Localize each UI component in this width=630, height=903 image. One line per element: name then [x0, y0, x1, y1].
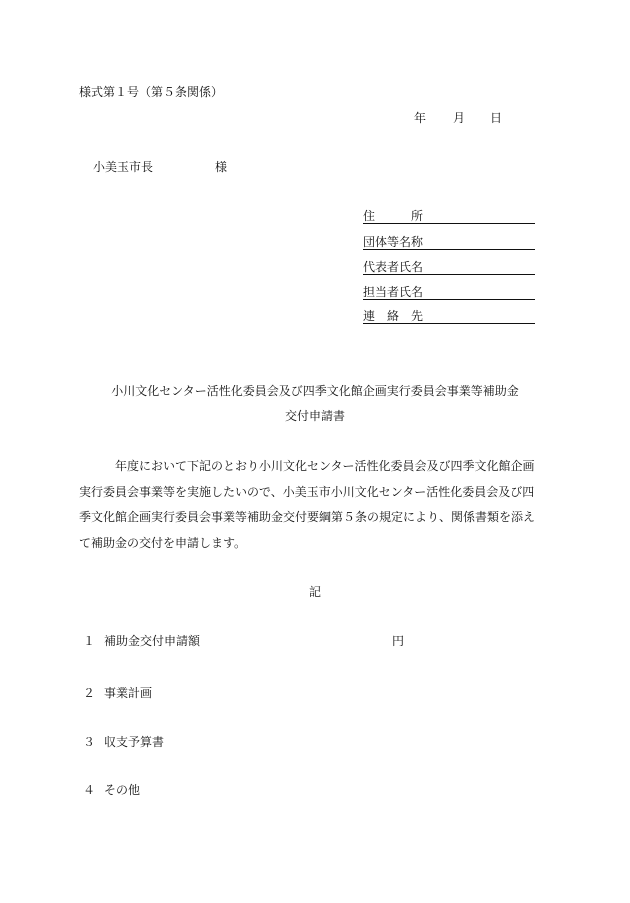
address-label-part: 住: [363, 209, 376, 223]
item-label-other: その他: [104, 783, 141, 797]
addressee-honorific: 様: [215, 160, 228, 174]
ki-heading: 記: [308, 585, 321, 599]
organization-name-field[interactable]: [363, 233, 535, 250]
body-line: て補助金の交付を申請します。: [79, 535, 247, 550]
contact-info-label-part: 先: [411, 309, 424, 323]
address-label-part: 所: [411, 209, 424, 223]
item-label-subsidy-amount: 補助金交付申請額: [104, 634, 201, 648]
item-number: １: [83, 634, 96, 648]
body-line: 年度において下記のとおり小川文化センター活性化委員会及び四季文化館企画: [115, 459, 535, 473]
application-body: [79, 454, 549, 556]
form-number: 様式第１号（第５条関係）: [79, 85, 224, 99]
item-label-business-plan: 事業計画: [104, 686, 153, 700]
representative-name-field[interactable]: [363, 258, 535, 275]
item-number: ２: [83, 686, 96, 700]
contact-person-name-label: 担当者氏名: [363, 285, 424, 299]
date-year-label: 年: [414, 111, 427, 125]
body-line: 季文化館企画実行委員会事業等補助金交付要綱第５条の規定により、関係書類を添え: [79, 510, 536, 524]
address-field[interactable]: [363, 207, 535, 224]
item-number: ４: [83, 783, 96, 797]
document-title-line1: 小川文化センター活性化委員会及び四季文化館企画実行委員会事業等補助金: [111, 384, 519, 398]
amount-unit-yen: 円: [392, 634, 405, 648]
contact-info-label-part: 連: [363, 309, 376, 323]
contact-person-name-field[interactable]: [363, 283, 535, 300]
date-day-label: 日: [490, 111, 503, 125]
contact-info-label-part: 絡: [387, 309, 400, 323]
addressee-name: 小美玉市長: [93, 160, 154, 174]
date-month-label: 月: [453, 111, 466, 125]
contact-info-field[interactable]: [363, 307, 535, 324]
document-title-line2: 交付申請書: [284, 409, 345, 423]
organization-name-label: 団体等名称: [363, 235, 424, 249]
item-number: ３: [83, 735, 96, 749]
body-line: 実行委員会事業等を実施したいので、小美玉市小川文化センター活性化委員会及び四: [79, 484, 535, 499]
representative-name-label: 代表者氏名: [363, 260, 424, 274]
item-label-budget: 収支予算書: [104, 735, 165, 749]
